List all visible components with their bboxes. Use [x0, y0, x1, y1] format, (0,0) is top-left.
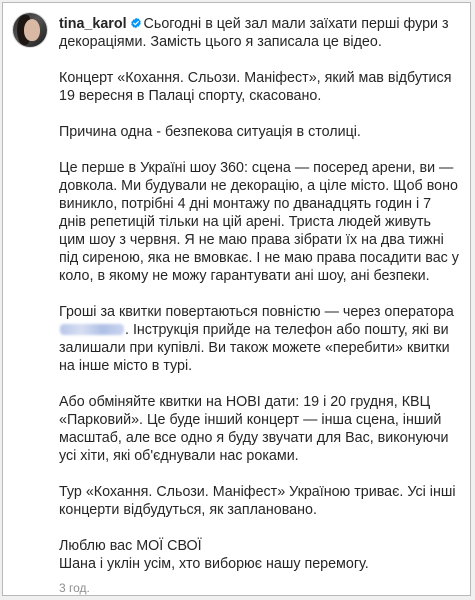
verified-badge-icon	[130, 17, 142, 29]
caption-paragraph-5-start: Гроші за квитки повертаються повністю — через оператора	[59, 304, 454, 320]
post-card	[2, 2, 471, 596]
avatar[interactable]	[13, 13, 47, 47]
caption-first-line: Сьогодні в цей зал мали заїхати перші фури з декораціями. Замість цього я записала це відео.	[59, 16, 449, 50]
avatar-face	[24, 19, 40, 41]
caption-paragraph-4: Це перше в Україні шоу 360: сцена — посеред арени, ви — довкола. Ми будували не декорацію, а ціле місто. Щоб воно виникло, потрібні 4 дні монтажу по дванадцять годин і 7 днів репетицій тільки на цій арені. Триста людей живуть цим шоу з червня. Я не маю права зібрати їх на два тижні під сиреною, яка не вмовкає. І не маю права посадити вас у коло, в якому не можу гарантувати ані шоу, ані безпеки.	[59, 160, 459, 284]
caption-paragraph-8-line-1: Люблю вас МОЇ СВОЇ	[59, 538, 202, 554]
caption-paragraph-3: Причина одна - безпекова ситуація в столиці.	[59, 124, 361, 140]
caption-paragraph-2: Концерт «Кохання. Сльози. Маніфест», який мав відбутися 19 вересня в Палаці спорту, скасовано.	[59, 70, 452, 104]
caption-paragraph-8	[59, 537, 459, 573]
caption-paragraph-8-line-2: Шана і уклін усім, хто виборює нашу перемогу.	[59, 556, 369, 572]
caption-paragraph-5	[59, 303, 459, 375]
caption-paragraph-5-end: . Інструкція прийде на телефон або пошту, які ви залишали при купівлі. Ви також можете «перебити» квитки на інше місто в турі.	[59, 322, 450, 374]
caption-paragraph-7: Тур «Кохання. Сльози. Маніфест» Україною триває. Усі інші концерти відбудуться, як заплановано.	[59, 484, 456, 518]
caption-paragraph-6: Або обміняйте квитки на НОВІ дати: 19 і 20 грудня, КВЦ «Парковий». Це буде інший концерт — інша сцена, інший масштаб, але все одно я буду звучати для Вас, виконуючи усі хіти, які об'єднували нас роками.	[59, 394, 449, 464]
username-link[interactable]: tina_karol	[59, 16, 127, 32]
post-caption	[59, 15, 459, 596]
blurred-operator-link	[60, 324, 124, 335]
post-timestamp[interactable]: 3 год.	[59, 581, 90, 595]
caption-first-paragraph	[59, 15, 459, 51]
